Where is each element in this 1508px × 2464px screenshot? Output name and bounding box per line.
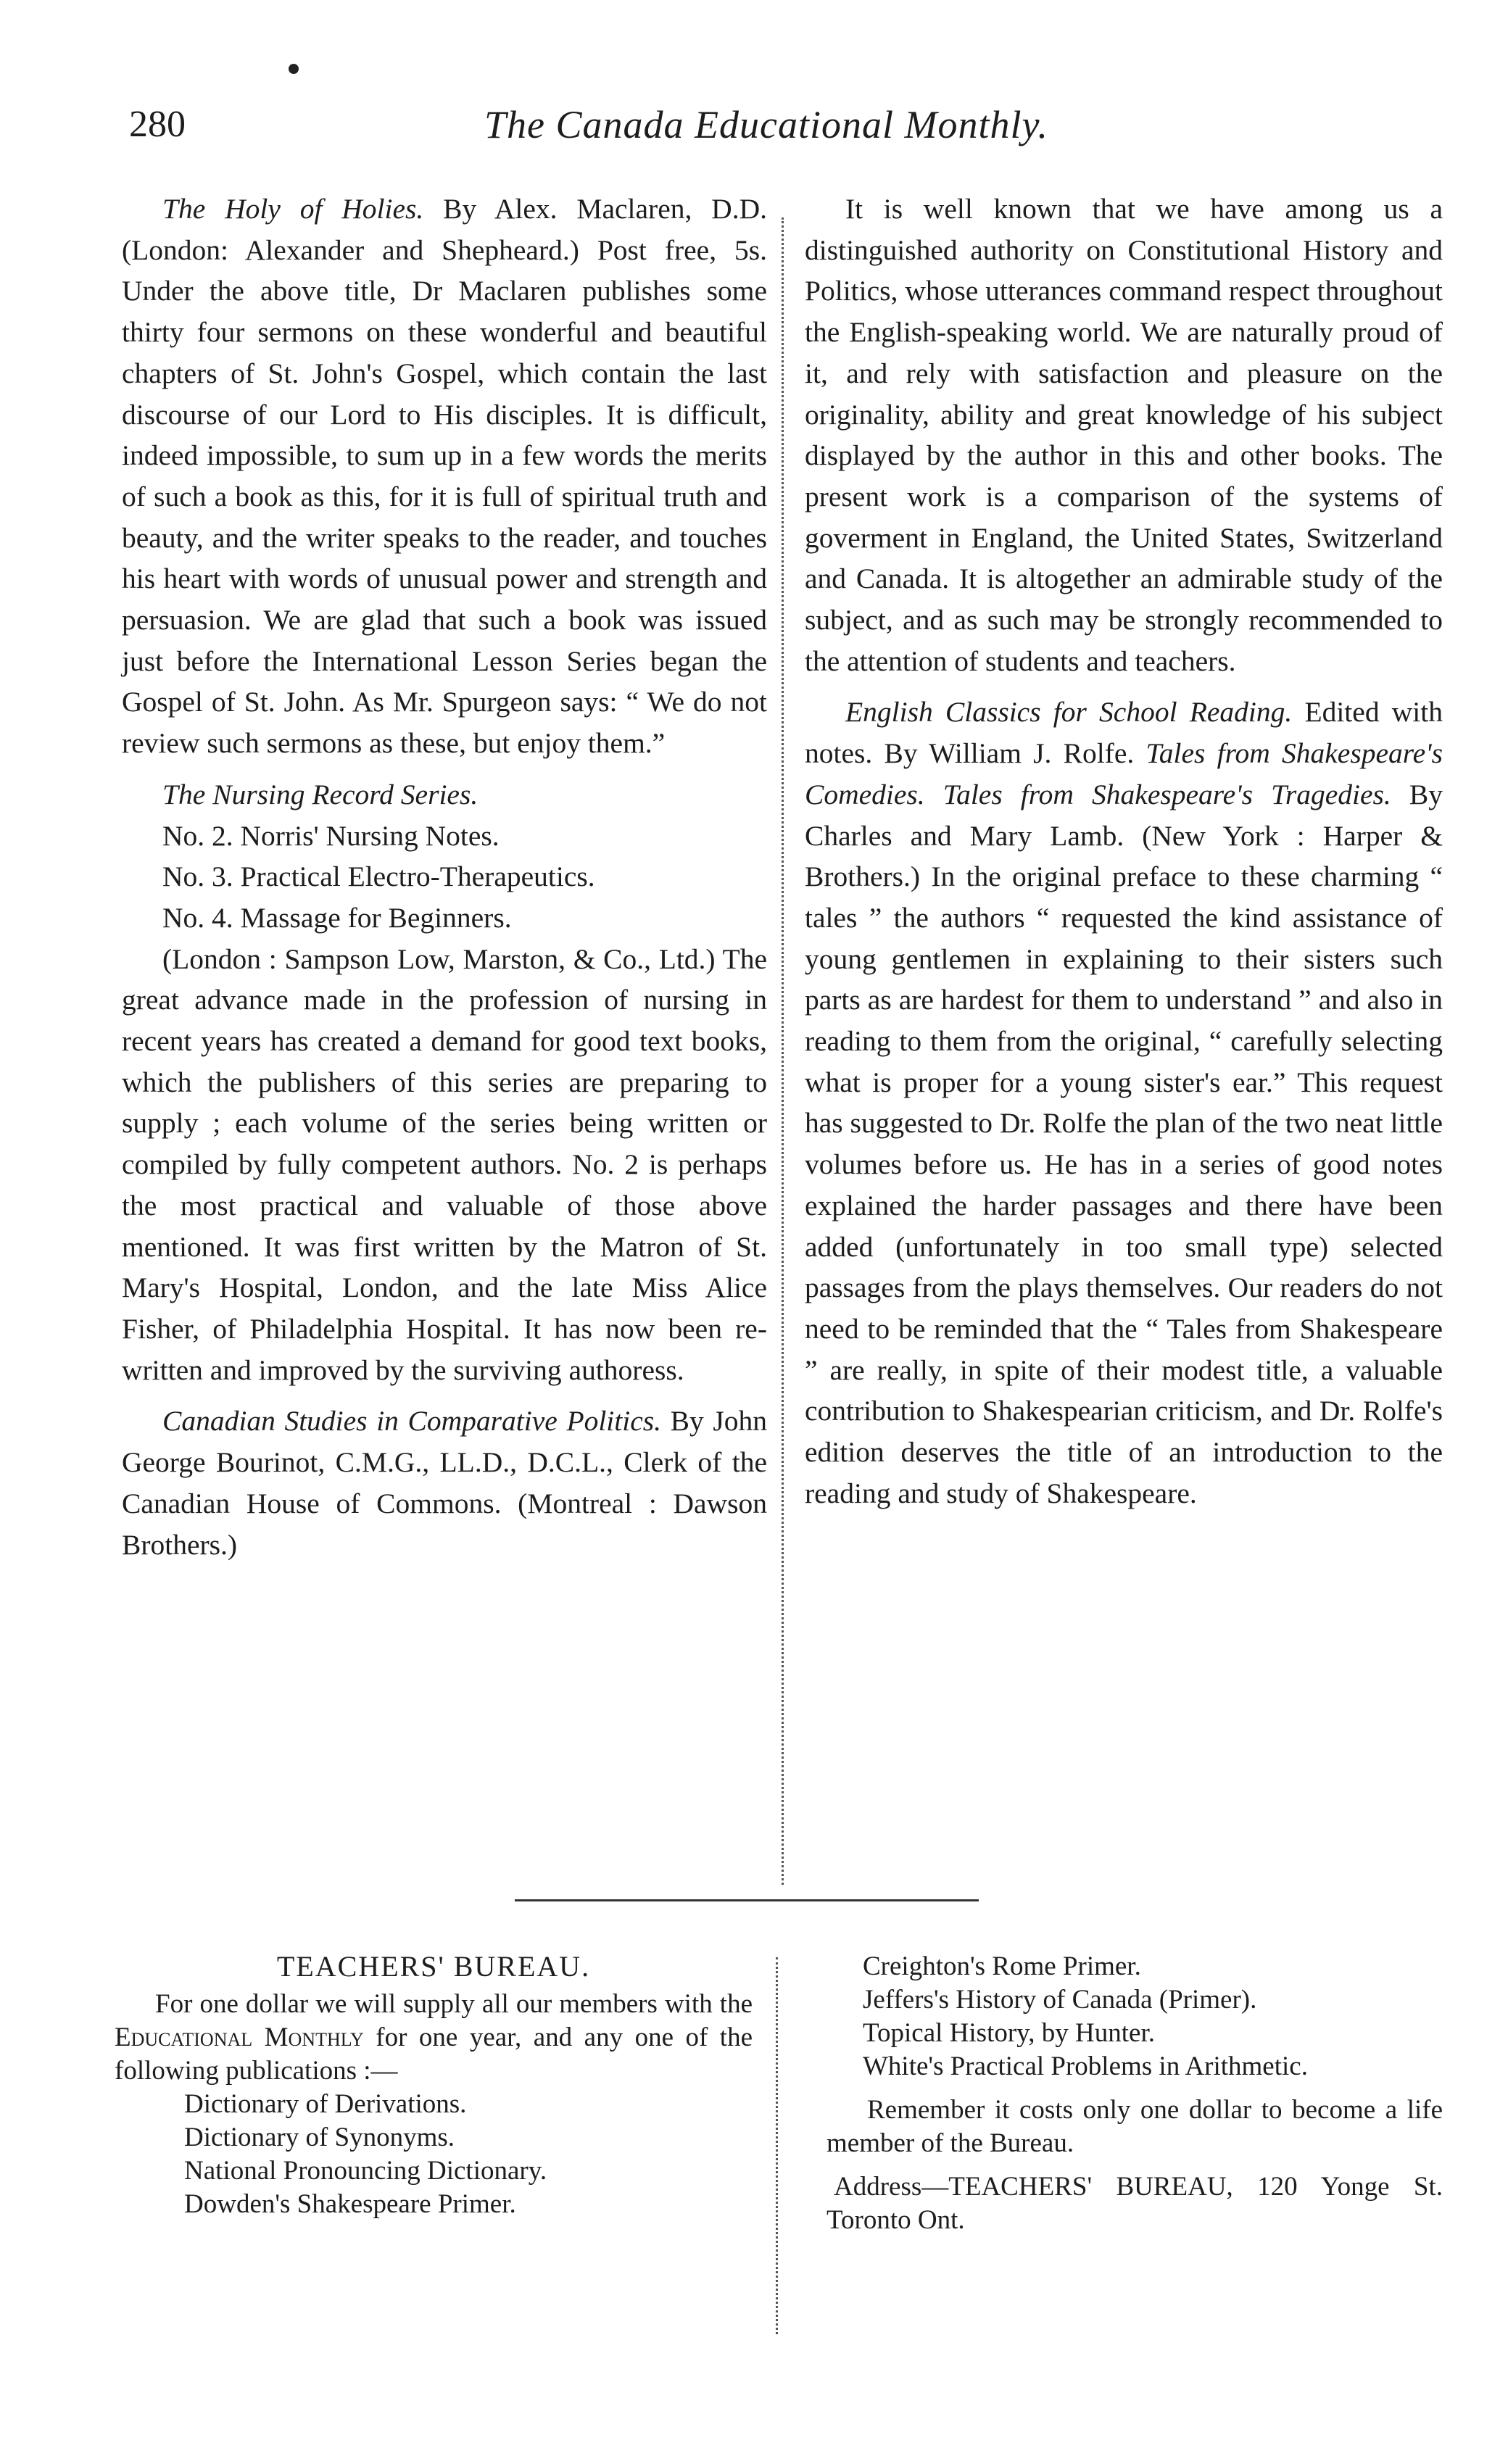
- bureau-right-column: [826, 1950, 1443, 2237]
- list-item: No. 2. Norris' Nursing Notes.: [162, 819, 500, 852]
- list-item: National Pronouncing Dictionary.: [184, 2156, 547, 2186]
- bureau-intro: [115, 1988, 753, 2088]
- journal-title: The Canada Educational Monthly.: [484, 103, 1048, 146]
- review-title: The Holy of Holies.: [162, 193, 424, 225]
- bureau-intro-text: for one year, and any one of the following publications :—: [115, 2023, 753, 2086]
- review-title: Tales from Shakespeare's Comedies. Tales from Shakespeare's Tragedies.: [805, 737, 1443, 810]
- review-title: Canadian Studies in Comparative Politics.: [162, 1405, 661, 1438]
- page-header: [129, 101, 1383, 159]
- review-body: By John George Bourinot, C.M.G., LL.D., D.C.L., Clerk of the Canadian House of Commons. (Montreal : Dawson Brothers.): [122, 1405, 767, 1561]
- list-item: Jeffers's History of Canada (Primer).: [863, 1985, 1257, 2015]
- bureau-title: TEACHERS' BUREAU.: [276, 1950, 591, 1983]
- review-title: English Classics for School Reading.: [845, 696, 1293, 729]
- review-holy-of-holies: [122, 188, 767, 764]
- column-divider: [782, 217, 784, 1885]
- review-canadian-studies: [122, 1401, 767, 1565]
- bureau-reminder: Remember it costs only one dollar to become a life member of the Bureau.: [826, 2095, 1443, 2158]
- ink-dot: [289, 64, 299, 74]
- list-item: Creighton's Rome Primer.: [863, 1951, 1141, 1981]
- review-body: (London : Sampson Low, Marston, & Co., Ltd.) The great advance made in the profession of nursing in recent years has created a demand for good text books, which the publishers of this series are preparing to supply ; each volume of the series being written or compiled by fully competent authors. No. 2 is perhaps the most practical and valuable of those above mentioned. It was first written by the Matron of St. Mary's Hospital, London, and the late Miss Alice Fisher, of Philadelphia Hospital. It has now been re-written and improved by the surviving authoress.: [122, 942, 767, 1386]
- bureau-intro-text: For one dollar we will supply all our members with the: [155, 1989, 753, 2019]
- left-column: [122, 188, 767, 1565]
- list-item: No. 4. Massage for Beginners.: [162, 901, 512, 934]
- list-item: Dowden's Shakespeare Primer.: [184, 2189, 516, 2219]
- list-item: Dictionary of Derivations.: [184, 2089, 467, 2119]
- review-body: It is well known that we have among us a distinguished authority on Constitutional History and Politics, whose utterances command respect throughout the English-speaking world. We are naturally proud of it, and rely with satisfaction and pleasure on the originality, ability and great knowledge of his subject displayed by the author in this and other books. The present work is a comparison of the systems of goverment in England, the United States, Switzerland and Canada. It is altogether an admirable study of the subject, and as such may be strongly recommended to the attention of students and teachers.: [805, 193, 1443, 677]
- review-title: The Nursing Record Series.: [162, 778, 478, 810]
- list-item: Topical History, by Hunter.: [863, 2018, 1155, 2048]
- review-body: By Alex. Maclaren, D.D. (London: Alexander and Shepheard.) Post free, 5s. Under the above title, Dr Maclaren publishes some thirty four sermons on these wonderful and beautiful chapters of St. John's Gospel, which contain the last discourse of our Lord to His disciples. It is difficult, indeed impossible, to sum up in a few words the merits of such a book as this, for it is full of spiritual truth and beauty, and the writer speaks to the reader, and touches his heart with words of unusual power and strength and persuasion. We are glad that such a book was issued just before the International Lesson Series began the Gospel of St. John. As Mr. Spurgeon says: “ We do not review such sermons as these, but enjoy them.”: [122, 193, 767, 760]
- bureau-address: Address—TEACHERS' BUREAU, 120 Yonge St. Toronto Ont.: [826, 2172, 1443, 2235]
- right-column: [805, 188, 1443, 1514]
- column-divider: [776, 1957, 778, 2334]
- magazine-name: Educational Monthly: [115, 2023, 364, 2052]
- list-item: Dictionary of Synonyms.: [184, 2123, 455, 2152]
- review-english-classics: [805, 692, 1443, 1514]
- list-item: White's Practical Problems in Arithmetic.: [863, 2052, 1308, 2081]
- section-divider: [515, 1899, 979, 1901]
- page-number: 280: [129, 104, 186, 145]
- list-item: No. 3. Practical Electro-Therapeutics.: [162, 860, 595, 893]
- review-body: By Charles and Mary Lamb. (New York : Harper & Brothers.) In the original preface to these charming “ tales ” the authors “ requested the kind assistance of young gentlemen in explaining to their sisters such parts as are hardest for them to understand ” and also in reading to them from the original, “ carefully selecting what is proper for a young sister's ear.” This request has suggested to Dr. Rolfe the plan of the two neat little volumes before us. He has in a series of good notes explained the harder passages and there have been added (unfortunately in too small type) selected passages from the plays themselves. Our readers do not need to be reminded that the “ Tales from Shakespeare ” are really, in spite of their modest title, a valuable contribution to Shakespearian criticism, and Dr. Rolfe's edition deserves the title of an introduction to the reading and study of Shakespeare.: [805, 778, 1443, 1509]
- bureau-left-column: [115, 1950, 753, 2221]
- review-body: Edited with notes. By William J. Rolfe.: [805, 696, 1443, 770]
